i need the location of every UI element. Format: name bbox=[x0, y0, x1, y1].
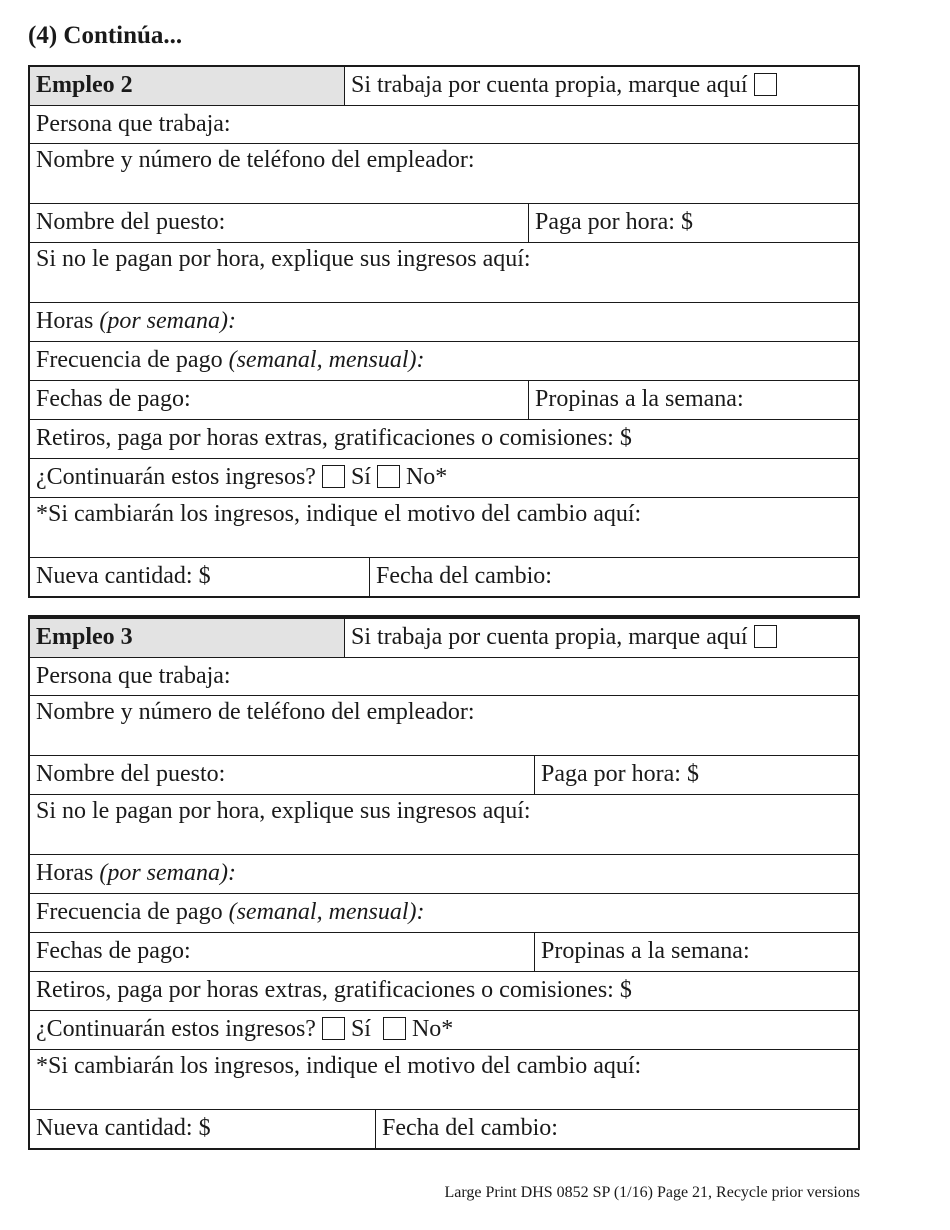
section-title: (4) Continúa... bbox=[28, 22, 183, 49]
frequency-field[interactable] bbox=[30, 894, 858, 932]
continue-field bbox=[30, 459, 858, 497]
change-reason-field[interactable] bbox=[30, 498, 858, 557]
job-title-field[interactable] bbox=[30, 204, 528, 242]
self-employed-checkbox[interactable] bbox=[754, 625, 777, 648]
yes-label: Sí bbox=[350, 1016, 371, 1042]
new-amount-field[interactable] bbox=[30, 558, 369, 596]
pay-dates-field[interactable] bbox=[30, 933, 534, 971]
self-employed-label: Si trabaja por cuenta propia, marque aquí bbox=[351, 624, 748, 650]
job-form-2 bbox=[28, 65, 860, 598]
tips-field[interactable] bbox=[528, 381, 858, 419]
change-date-field[interactable] bbox=[369, 558, 858, 596]
worker-label: Persona que trabaja: bbox=[36, 111, 231, 137]
page-footer: Large Print DHS 0852 SP (1/16) Page 21, Recycle prior versions bbox=[444, 1184, 860, 1201]
yes-checkbox[interactable] bbox=[322, 1017, 345, 1040]
extras-field[interactable] bbox=[30, 972, 858, 1010]
hourly-pay-field[interactable] bbox=[534, 756, 858, 794]
job-header: Empleo 3 bbox=[30, 619, 344, 657]
not-hourly-field[interactable] bbox=[30, 243, 858, 302]
self-employed-label: Si trabaja por cuenta propia, marque aquí bbox=[351, 72, 748, 98]
pay-dates-row bbox=[30, 380, 858, 419]
change-reason-label: *Si cambiarán los ingresos, indique el motivo del cambio aquí: bbox=[36, 501, 642, 527]
no-checkbox[interactable] bbox=[377, 465, 400, 488]
job-header-row bbox=[30, 67, 858, 105]
employer-label: Nombre y número de teléfono del empleador: bbox=[36, 147, 475, 173]
hours-row bbox=[30, 302, 858, 341]
hours-hint: (por semana): bbox=[99, 860, 236, 886]
employer-label: Nombre y número de teléfono del empleador: bbox=[36, 699, 475, 725]
hourly-pay-label: Paga por hora: $ bbox=[541, 761, 699, 787]
no-checkbox[interactable] bbox=[383, 1017, 406, 1040]
not-hourly-row bbox=[30, 794, 858, 854]
extras-label: Retiros, paga por horas extras, gratificaciones o comisiones: $ bbox=[36, 977, 632, 1003]
worker-row bbox=[30, 105, 858, 143]
frequency-label: Frecuencia de pago bbox=[36, 347, 229, 373]
self-employed-row bbox=[344, 619, 858, 657]
job-title-label: Nombre del puesto: bbox=[36, 209, 226, 235]
frequency-hint: (semanal, mensual): bbox=[228, 899, 425, 925]
continue-label: ¿Continuarán estos ingresos? bbox=[36, 1016, 316, 1042]
self-employed-row bbox=[344, 67, 858, 105]
frequency-field[interactable] bbox=[30, 342, 858, 380]
not-hourly-field[interactable] bbox=[30, 795, 858, 854]
no-label: No* bbox=[411, 1016, 454, 1042]
continue-field bbox=[30, 1011, 858, 1049]
employer-row bbox=[30, 695, 858, 755]
new-amount-field[interactable] bbox=[30, 1110, 375, 1148]
change-date-field[interactable] bbox=[375, 1110, 858, 1148]
extras-label: Retiros, paga por horas extras, gratificaciones o comisiones: $ bbox=[36, 425, 632, 451]
job-title-label: Nombre del puesto: bbox=[36, 761, 226, 787]
worker-field[interactable] bbox=[30, 658, 858, 695]
yes-checkbox[interactable] bbox=[322, 465, 345, 488]
tips-label: Propinas a la semana: bbox=[541, 938, 750, 964]
hourly-pay-field[interactable] bbox=[528, 204, 858, 242]
extras-row bbox=[30, 971, 858, 1010]
continue-row bbox=[30, 458, 858, 497]
hours-hint: (por semana): bbox=[99, 308, 236, 334]
employer-field[interactable] bbox=[30, 144, 858, 203]
new-amount-label: Nueva cantidad: $ bbox=[36, 563, 211, 589]
yes-label: Sí bbox=[350, 464, 371, 490]
job-header: Empleo 2 bbox=[30, 67, 344, 105]
frequency-row bbox=[30, 893, 858, 932]
job-header-row bbox=[30, 619, 858, 657]
no-label: No* bbox=[405, 464, 448, 490]
pay-dates-label: Fechas de pago: bbox=[36, 386, 191, 412]
change-reason-row bbox=[30, 1049, 858, 1109]
change-reason-field[interactable] bbox=[30, 1050, 858, 1109]
job-title-field[interactable] bbox=[30, 756, 534, 794]
worker-field[interactable] bbox=[30, 106, 858, 143]
change-reason-label: *Si cambiarán los ingresos, indique el motivo del cambio aquí: bbox=[36, 1053, 642, 1079]
new-amount-label: Nueva cantidad: $ bbox=[36, 1115, 211, 1141]
tips-field[interactable] bbox=[534, 933, 858, 971]
self-employed-checkbox[interactable] bbox=[754, 73, 777, 96]
hours-field[interactable] bbox=[30, 855, 858, 893]
change-date-label: Fecha del cambio: bbox=[376, 563, 552, 589]
job-form-3 bbox=[28, 615, 860, 1150]
employer-field[interactable] bbox=[30, 696, 858, 755]
extras-row bbox=[30, 419, 858, 458]
job-title-row bbox=[30, 755, 858, 794]
hours-field[interactable] bbox=[30, 303, 858, 341]
pay-dates-field[interactable] bbox=[30, 381, 528, 419]
continue-label: ¿Continuarán estos ingresos? bbox=[36, 464, 316, 490]
hours-label: Horas bbox=[36, 308, 100, 334]
tips-label: Propinas a la semana: bbox=[535, 386, 744, 412]
pay-dates-row bbox=[30, 932, 858, 971]
frequency-label: Frecuencia de pago bbox=[36, 899, 229, 925]
not-hourly-label: Si no le pagan por hora, explique sus ingresos aquí: bbox=[36, 246, 531, 272]
not-hourly-label: Si no le pagan por hora, explique sus ingresos aquí: bbox=[36, 798, 531, 824]
worker-row bbox=[30, 657, 858, 695]
hours-row bbox=[30, 854, 858, 893]
frequency-row bbox=[30, 341, 858, 380]
hours-label: Horas bbox=[36, 860, 100, 886]
change-reason-row bbox=[30, 497, 858, 557]
extras-field[interactable] bbox=[30, 420, 858, 458]
continue-row bbox=[30, 1010, 858, 1049]
employer-row bbox=[30, 143, 858, 203]
not-hourly-row bbox=[30, 242, 858, 302]
frequency-hint: (semanal, mensual): bbox=[228, 347, 425, 373]
change-date-label: Fecha del cambio: bbox=[382, 1115, 558, 1141]
new-amount-row bbox=[30, 557, 858, 596]
hourly-pay-label: Paga por hora: $ bbox=[535, 209, 693, 235]
job-title-row bbox=[30, 203, 858, 242]
worker-label: Persona que trabaja: bbox=[36, 663, 231, 689]
pay-dates-label: Fechas de pago: bbox=[36, 938, 191, 964]
new-amount-row bbox=[30, 1109, 858, 1148]
